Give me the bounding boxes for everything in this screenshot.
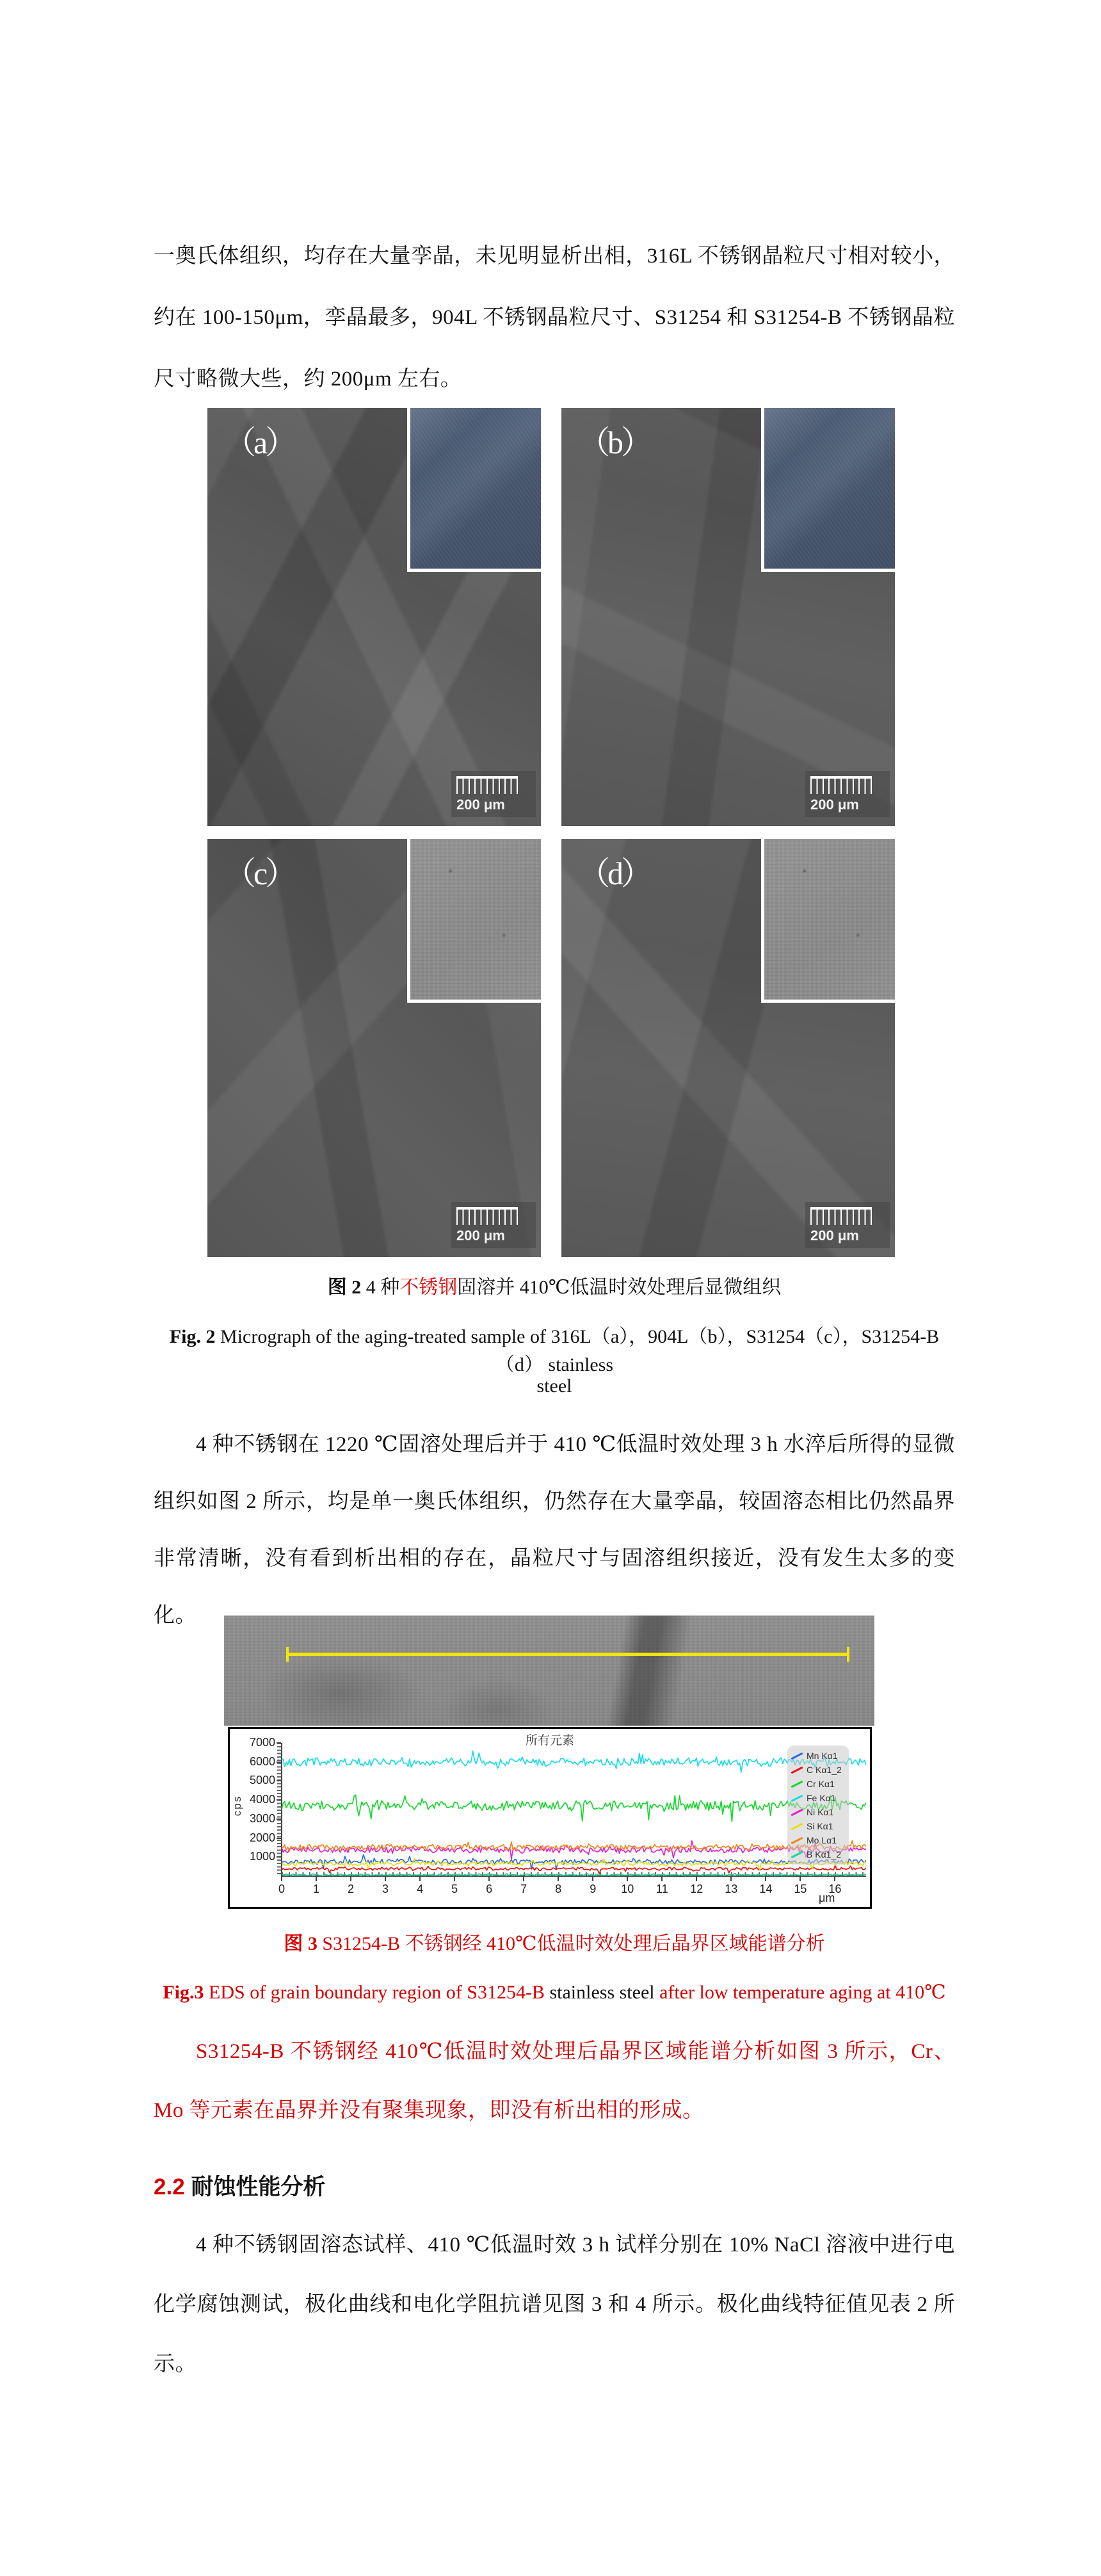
xtick-mark — [730, 1877, 732, 1881]
legend-label: Si Kα1 — [807, 1821, 833, 1831]
panel-d-label: （d） — [578, 855, 650, 891]
figure2-panel-a — [207, 408, 541, 826]
legend-label: Cr Kα1 — [807, 1779, 835, 1789]
figure3-caption-en-black: stainless steel — [549, 1982, 655, 2003]
series-line-Ni-Kα1 — [282, 1841, 866, 1859]
figure2-panel-c — [207, 839, 541, 1257]
xtick-mark — [316, 1877, 317, 1881]
xtick-label: 7 — [520, 1883, 527, 1895]
panel-b-scalebar — [805, 771, 890, 817]
legend-line-icon — [791, 1822, 803, 1830]
ytick-mark — [277, 1762, 281, 1763]
ytick-mark — [277, 1742, 281, 1744]
figure2-caption-seg1: 4 种 — [361, 1277, 400, 1298]
figure2-panel-b — [561, 408, 895, 826]
ytick-label: 6000 — [249, 1754, 275, 1768]
legend-item-Fe-Kα1 — [791, 1791, 849, 1805]
scalebar-ruler-icon — [810, 776, 872, 794]
series-line-Mo-Lα1 — [282, 1841, 866, 1851]
xtick-label: 16 — [828, 1883, 842, 1895]
figure2-caption-seg2: 固溶并 410℃低温时效处理后显微组织 — [457, 1277, 782, 1298]
xtick-label: 2 — [348, 1883, 355, 1895]
legend-item-Mo-Lα1 — [791, 1833, 849, 1847]
panel-d-inset-micrograph — [761, 839, 895, 1003]
panel-a-inset-micrograph — [407, 408, 541, 572]
scalebar-text: 200 μm — [810, 797, 859, 813]
figure3-caption-text: S31254-B 不锈钢经 410℃低温时效处理后晶界区域能谱分析 — [317, 1933, 825, 1954]
legend-item-Si-Kα1 — [791, 1819, 849, 1833]
ytick-mark — [277, 1799, 281, 1801]
figure3-caption-en-number: Fig.3 — [163, 1982, 204, 2003]
ytick-label: 3000 — [249, 1811, 275, 1825]
paragraph-grain-size: 一奥氏体组织，均存在大量孪晶，未见明显析出相，316L 不锈钢晶粒尺寸相对较小，约在 100-150μm，孪晶最多，904L 不锈钢晶粒尺寸、S31254 和 S31254-B 不锈钢晶粒尺寸略微大些，约 200μm 左右。 — [154, 245, 955, 391]
section-number: 2.2 — [154, 2175, 185, 2199]
xtick-label: 8 — [555, 1883, 562, 1895]
xtick-mark — [765, 1877, 766, 1881]
xtick-label: 12 — [690, 1883, 703, 1895]
legend-line-icon — [791, 1794, 803, 1802]
legend-label: Fe Kα1 — [807, 1793, 836, 1803]
legend-label: Mo Lα1 — [807, 1835, 837, 1845]
xtick-mark — [661, 1877, 663, 1881]
panel-a-scalebar — [451, 771, 536, 817]
chart-legend — [787, 1746, 849, 1865]
scalebar-text: 200 μm — [810, 1227, 859, 1243]
xtick-mark — [281, 1877, 282, 1881]
ytick-label: 4000 — [249, 1793, 275, 1806]
legend-line-icon — [791, 1808, 803, 1816]
xtick-label: 10 — [621, 1883, 634, 1895]
xtick-label: 6 — [486, 1883, 493, 1895]
legend-item-Mn-Kα1 — [791, 1749, 849, 1763]
scalebar-text: 200 μm — [456, 797, 505, 813]
legend-line-icon — [791, 1752, 803, 1760]
xtick-mark — [488, 1877, 490, 1881]
figure2-caption-en-line2: steel — [536, 1375, 572, 1397]
ytick-mark — [277, 1856, 281, 1858]
xtick-label: 5 — [451, 1883, 458, 1895]
chart-series-plot — [282, 1743, 866, 1876]
scalebar-ruler-icon — [810, 1207, 872, 1225]
legend-line-icon — [791, 1766, 803, 1774]
figure3-caption-number: 图 3 — [284, 1933, 317, 1954]
legend-label: Ni Kα1 — [807, 1807, 834, 1817]
series-line-B-Kα1_2 — [282, 1873, 866, 1875]
xtick-label: 0 — [278, 1883, 285, 1895]
xtick-label: 4 — [417, 1883, 424, 1895]
figure2-caption-cn — [154, 1271, 955, 1299]
figure3-caption-en-red1: EDS of grain boundary region of S31254-B — [204, 1982, 550, 2003]
figure3-micrograph — [224, 1616, 874, 1726]
section-title: 耐蚀性能分析 — [184, 2175, 326, 2199]
xtick-mark — [523, 1877, 524, 1881]
series-line-Mn-Kα1 — [282, 1855, 866, 1869]
series-line-Fe-Kα1 — [282, 1751, 866, 1772]
legend-item-Ni-Kα1 — [791, 1805, 849, 1819]
ytick-label: 2000 — [249, 1831, 275, 1844]
legend-label: B Kα1_2 — [807, 1849, 842, 1859]
xtick-label: 15 — [794, 1883, 807, 1895]
legend-line-icon — [791, 1780, 803, 1788]
figure2-caption-en-text: Micrograph of the aging-treated sample of 316L（a），904L（b），S31254（c），S31254-B（d） stainless — [215, 1326, 940, 1375]
ytick-mark — [277, 1819, 281, 1820]
scalebar-ruler-icon — [456, 776, 518, 794]
legend-label: Mn Kα1 — [807, 1751, 838, 1761]
figure2-caption-en-line1 — [154, 1320, 955, 1377]
panel-b-inset-micrograph — [761, 408, 895, 572]
ytick-label: 7000 — [249, 1736, 275, 1749]
paragraph-aging-microstructure: 4 种不锈钢在 1220 ℃固溶处理后并于 410 ℃低温时效处理 3 h 水淬后所得的显微组织如图 2 所示，均是单一奥氏体组织，仍然存在大量孪晶，较固溶态相比仍然晶界非常清晰，没有看到析出相的存在，晶粒尺寸与固溶组织接近，没有发生太多的变化。 — [154, 1433, 955, 1627]
xtick-label: 3 — [382, 1883, 389, 1895]
xtick-mark — [350, 1877, 351, 1881]
panel-b-label: （b） — [578, 425, 650, 460]
scalebar-text: 200 μm — [456, 1227, 505, 1243]
section-heading-2-2 — [154, 2169, 955, 2201]
paragraph-corrosion-test: 4 种不锈钢固溶态试样、410 ℃低温时效 3 h 试样分别在 10% NaCl 溶液中进行电化学腐蚀测试，极化曲线和电化学阻抗谱见图 3 和 4 所示。极化曲线特征值见表 2 所示。 — [154, 2233, 955, 2376]
chart-title: 所有元素 — [525, 1734, 574, 1747]
eds-line-scan-chart — [228, 1727, 872, 1909]
chart-x-axis-unit: μm — [819, 1891, 835, 1904]
eds-scan-line — [287, 1653, 849, 1656]
xtick-mark — [558, 1877, 559, 1881]
legend-item-B-Kα1_2 — [791, 1847, 849, 1861]
xtick-mark — [696, 1877, 697, 1881]
figure2-caption-en-number: Fig. 2 — [169, 1326, 216, 1347]
xtick-mark — [834, 1877, 835, 1881]
figure3-caption-en — [154, 1981, 955, 2004]
figure2-panel-d — [561, 839, 895, 1257]
xtick-mark — [385, 1877, 386, 1881]
series-line-Cr-Kα1 — [282, 1795, 866, 1822]
xtick-mark — [454, 1877, 455, 1881]
legend-item-Cr-Kα1 — [791, 1777, 849, 1791]
xtick-mark — [627, 1877, 628, 1881]
xtick-mark — [800, 1877, 801, 1881]
xtick-label: 9 — [590, 1883, 597, 1895]
panel-c-inset-micrograph — [407, 839, 541, 1003]
figure3-caption-cn — [154, 1927, 955, 1956]
ytick-mark — [277, 1780, 281, 1781]
figure2-micrograph-grid — [207, 408, 896, 1257]
xtick-label: 11 — [655, 1883, 668, 1895]
chart-y-axis-label: cps — [231, 1795, 244, 1817]
figure3-caption-en-red2: after low temperature aging at 410℃ — [654, 1982, 946, 2003]
legend-label: C Kα1_2 — [807, 1765, 842, 1775]
legend-line-icon — [791, 1851, 803, 1858]
panel-d-scalebar — [805, 1202, 890, 1248]
xtick-mark — [419, 1877, 421, 1881]
xtick-label: 1 — [313, 1883, 320, 1895]
panel-c-label: （c） — [224, 855, 295, 891]
ytick-label: 5000 — [249, 1774, 275, 1787]
panel-c-scalebar — [451, 1202, 536, 1248]
panel-a-label: （a） — [224, 425, 295, 460]
ytick-label: 1000 — [249, 1850, 275, 1863]
legend-item-C-Kα1_2 — [791, 1763, 849, 1777]
xtick-label: 14 — [759, 1883, 773, 1895]
paragraph-eds-result: S31254-B 不锈钢经 410℃低温时效处理后晶界区域能谱分析如图 3 所示，Cr、Mo 等元素在晶界并没有聚集现象，即没有析出相的形成。 — [154, 2040, 955, 2122]
xtick-mark — [592, 1877, 593, 1881]
xtick-label: 13 — [725, 1883, 738, 1895]
figure2-caption-red-term: 不锈钢 — [399, 1277, 458, 1298]
scalebar-ruler-icon — [456, 1207, 518, 1225]
ytick-mark — [277, 1838, 281, 1839]
figure2-caption-number: 图 2 — [327, 1277, 362, 1298]
legend-line-icon — [791, 1836, 803, 1844]
